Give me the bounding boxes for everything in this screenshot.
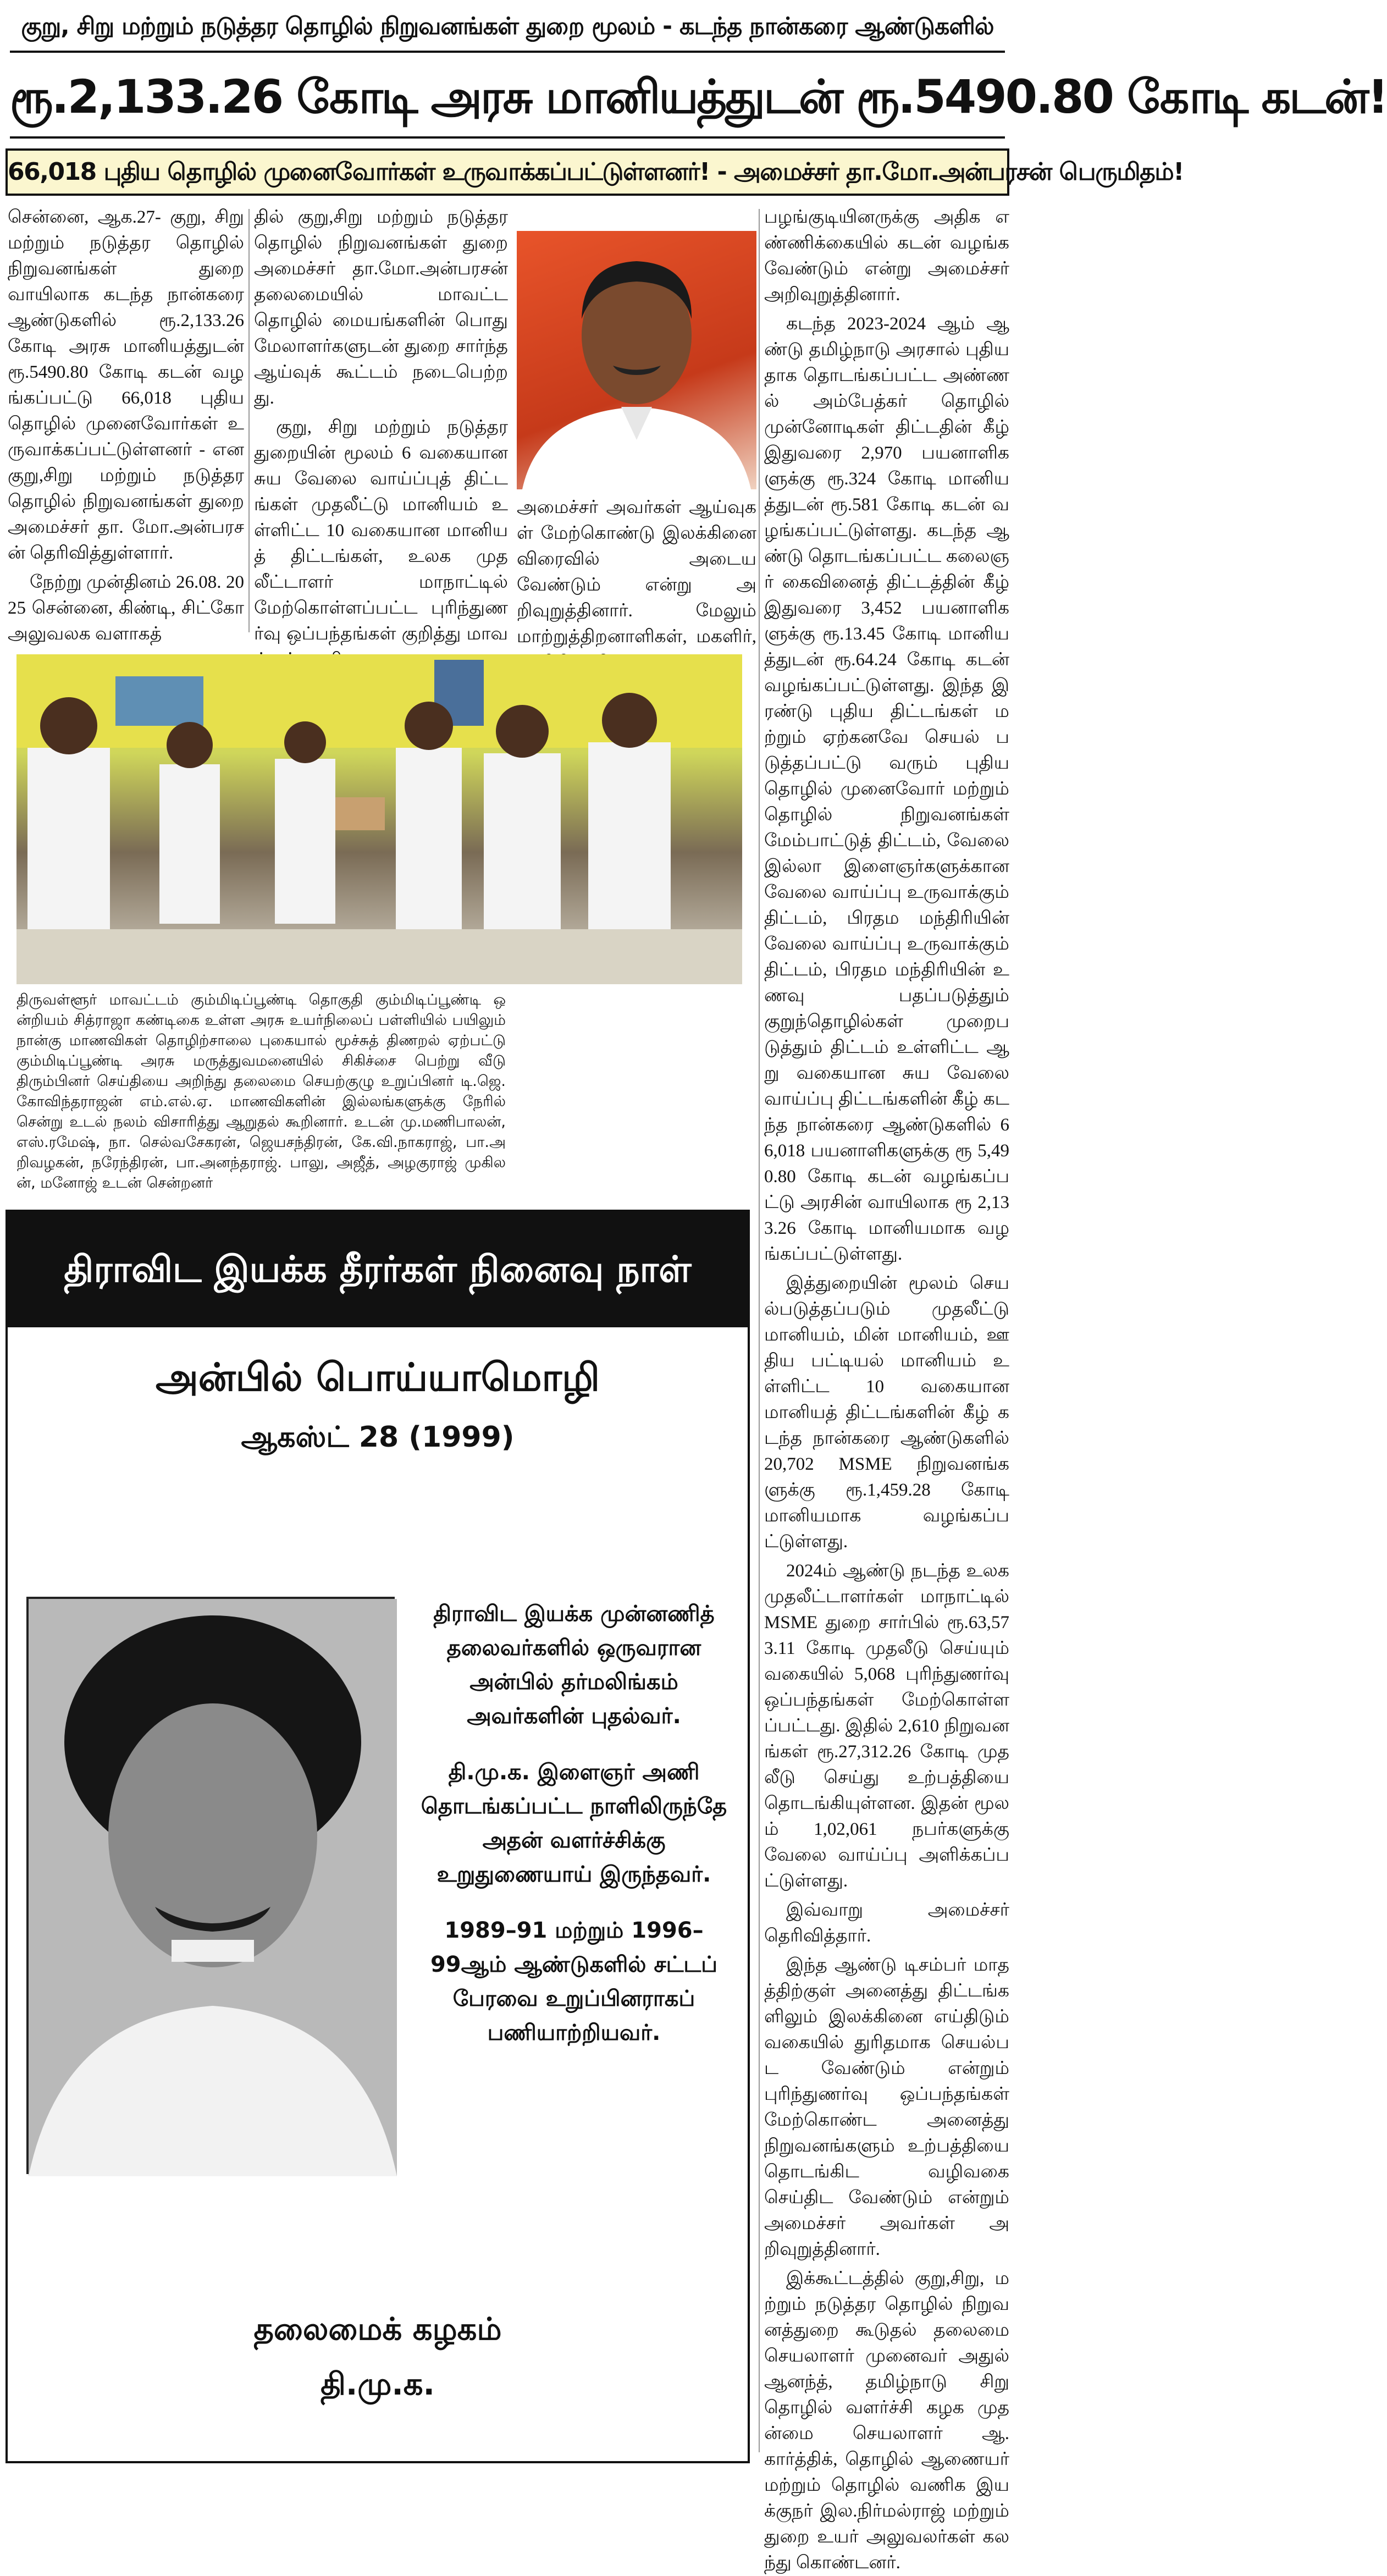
- article-paragraph: இவ்வாறு அமைச்சர் தெரிவித்தார்.: [764, 1900, 1009, 1946]
- headline: ரூ.2,133.26 கோடி அரசு மானியத்துடன் ரூ.5490.80 கோடி கடன்!: [10, 51, 1005, 139]
- minister-portrait-photo: [517, 231, 756, 489]
- article-paragraph: நேற்று முன்தினம் 26.08. 2025 சென்னை, கிண்டி, சிட்கோ அலுவலக வளாகத்: [8, 572, 244, 644]
- memorial-portrait-photo: [26, 1597, 395, 2174]
- photo-caption: திருவள்ளூர் மாவட்டம் கும்மிடிப்பூண்டி தொகுதி கும்மிடிப்பூண்டி ஒன்றியம் சித்ராஜா கண்டிகை உள்ள அரசு உயர்நிலைப் பள்ளியில் பயிலும் நான்கு மாணவிகள் தொழிற்சாலை புகையால் மூச்சுத் திணறல் ஏற்பட்டு கும்மிடிப்பூண்டி அரசு மருத்துவமனையில் சிகிச்சை பெற்று வீடு திரும்பினர் செய்தியை அறிந்து தலைமை செயற்குழு உறுப்பினர் டி.ஜெ.கோவிந்தராஜன் எம்.எல்.ஏ. மாணவிகளின் இல்லங்களுக்கு நேரில் சென்று உடல் நலம் விசாரித்து ஆறுதல் கூறினார். உடன் மு.மணிபாலன், எஸ்.ரமேஷ், நா. செல்வசேகரன், ஜெயசந்திரன், கே.வி.நாகராஜ், பா.அறிவழகன், நரேந்திரன், பா.அனந்தராஜ். பாலு, அஜீத், அழகுராஜ் முகிலன், மனோஜ் உடன் சென்றனர்: [16, 991, 506, 1192]
- article-paragraph: இத்துறையின் மூலம் செயல்படுத்தப்படும் முதலீட்டு மானியம், மின் மானியம், ஊதிய பட்டியல் மானியம் உள்ளிட்ட 10 வகையான மானியத் திட்டங்களின் கீழ் கடந்த நான்கரை ஆண்டுகளில் 20,702 MSME நிறுவனங்களுக்கு ரூ.1,459.28 கோடி மானியமாக வழங்கப்பட்டுள்ளது.: [764, 1273, 1009, 1552]
- memorial-paragraph: திராவிட இயக்க முன்னணித் தலைவர்களில் ஒருவரான அன்பில் தர்மலிங்கம் அவர்களின் புதல்வர்.: [433, 1601, 715, 1729]
- group-photo-illustration: [16, 654, 742, 984]
- memorial-date: ஆகஸ்ட் 28 (1999): [241, 1421, 515, 1454]
- article-column-1: [8, 205, 244, 644]
- memorial-paragraph: தி.மு.க. இளைஞர் அணி தொடங்கப்பட்ட நாளிலிருந்தே அதன் வளர்ச்சிக்கு உறுதுணையாய் இருந்தவர்.: [421, 1759, 727, 1887]
- minister-portrait-illustration: [517, 231, 756, 489]
- article-paragraph: அமைச்சர் அவர்கள் ஆய்வுகள் மேற்கொண்டு இலக்கினை விரைவில் அடைய வேண்டும் என்று அறிவுறுத்தினார். மேலும் மாற்றுத்திறனாளிகள், மகளிர்,: [517, 498, 756, 647]
- kicker-line: குறு, சிறு மற்றும் நடுத்தர தொழில் நிறுவனங்கள் துறை மூலம் - கடந்த நான்கரை ஆண்டுகளில்: [21, 13, 994, 40]
- subhead: 66,018 புதிய தொழில் முனைவோர்கள் உருவாக்கப்பட்டுள்ளனர்! - அமைச்சர் தா.மோ.அன்பரசன் பெருமிதம்!: [5, 148, 1009, 196]
- memorial-portrait-illustration: [29, 1599, 397, 2176]
- memorial-footer-org: தலைமைக் கழகம்: [253, 2312, 502, 2347]
- article-column-3: [517, 495, 756, 647]
- article-column-4: [764, 205, 1009, 2573]
- article-paragraph: தில் குறு,சிறு மற்றும் நடுத்தர தொழில் நிறுவனங்கள் துறை அமைச்சர் தா.மோ.அன்பரசன் தலைமையில் மாவட்ட தொழில் மையங்களின் பொது மேலாளர்களுடன் துறை சார்ந்த ஆய்வுக் கூட்டம் நடைபெற்றது.: [254, 207, 508, 408]
- article-paragraph: இக்கூட்டத்தில் குறு,சிறு, மற்றும் நடுத்தர தொழில் நிறுவனத்துறை கூடுதல் தலைமை செயலாளர் முனைவர் அதுல் ஆனந்த், தமிழ்நாடு சிறு தொழில் வளர்ச்சி கழக முதன்மை செயலாளர் ஆ.கார்த்திக், தொழில் ஆணையர் மற்றும் தொழில் வணிக இயக்குநர் இல.நிர்மல்ராஜ் மற்றும் துறை உயர் அலுவலர்கள் கலந்து கொண்டனர்.: [764, 2269, 1009, 2573]
- article-column-2: [254, 205, 508, 644]
- memorial-paragraph: 1989–91 மற்றும் 1996–99ஆம் ஆண்டுகளில் சட்டப் பேரவை உறுப்பினராகப் பணியாற்றியவர்.: [430, 1918, 718, 2045]
- group-visit-photo: [16, 654, 742, 984]
- article-paragraph: பழங்குடியினருக்கு அதிக எண்ணிக்கையில் கடன் வழங்க வேண்டும் என்று அமைச்சர் அறிவுறுத்தினார்.: [764, 207, 1009, 305]
- article-paragraph: குறு, சிறு மற்றும் நடுத்தர துறையின் மூலம் 6 வகையான சுய வேலை வாய்ப்புத் திட்டங்கள் முதலீட்டு மானியம் உள்ளிட்ட 10 வகையான மானியத் திட்டங்கள், உலக முதலீட்டாளர் மாநாட்டில் மேற்கொள்ளப்பட்ட புரிந்துணர்வு ஒப்பந்தங்கள் குறித்து மாவ: [254, 417, 508, 644]
- memorial-text: [415, 1597, 733, 2284]
- memorial-name: அன்பில் பொய்யாமொழி: [155, 1355, 600, 1400]
- article-paragraph: இந்த ஆண்டு டிசம்பர் மாதத்திற்குள் அனைத்து திட்டங்களிலும் இலக்கினை எய்திடும் வகையில் துரிதமாக செயல்பட வேண்டும் என்றும் புரிந்துணர்வு ஒப்பந்தங்கள் மேற்கொண்ட அனைத்து நிறுவனங்களும் உற்பத்தியை தொடங்கிட வழிவகை செய்திட வேண்டும் என்றும் அமைச்சர் அவர்கள் அறிவுறுத்தினார்.: [764, 1955, 1009, 2259]
- memorial-footer-party: தி.மு.க.: [320, 2367, 435, 2402]
- article-paragraph: சென்னை, ஆக.27- குறு, சிறு மற்றும் நடுத்தர தொழில் நிறுவனங்கள் துறை வாயிலாக கடந்த நான்கரை ஆண்டுகளில் ரூ.2,133.26 கோடி அரசு மானியத்துடன் ரூ.5490.80 கோடி கடன் வழங்கப்பட்டு 66,018 புதிய தொழில் முனைவோர்கள் உருவாக்கப்பட்டுள்ளனர் - என குறு,சிறு மற்றும் நடுத்தர தொழில் நிறுவனங்கள் துறை அமைச்சர் தா. மோ.அன்பரசன் தெரிவித்துள்ளார்.: [8, 207, 244, 563]
- article-paragraph: கடந்த 2023-2024 ஆம் ஆண்டு தமிழ்நாடு அரசால் புதியதாக தொடங்கப்பட்ட அண்ணல் அம்பேத்கர் தொழில் முன்னோடிகள் திட்டதின் கீழ் இதுவரை 2,970 பயனாளிகளுக்கு ரூ.324 கோடி மானியத்துடன் ரூ.581 கோடி கடன் வழங்கப்பட்டுள்ளது. கடந்த ஆண்டு தொடங்கப்பட்ட கலைஞர் கைவினைத் திட்டத்தின் கீழ் இதுவரை 3,452 பயனாளிகளுக்கு ரூ.13.45 கோடி மானியத்துடன் ரூ.64.24 கோடி கடன் வழங்கப்பட்டுள்ளது. இந்த இரண்டு புதிய திட்டங்கள் மற்றும் ஏற்கனவே செயல் படுத்தப்பட்டு வரும் புதிய தொழில் முனைவோர் மற்றும் தொழில் நிறுவனங்கள் மேம்பாட்டுத் திட்டம், வேலை இல்லா இளைஞர்களுக்கான வேலை வாய்ப்பு உருவாக்கும் திட்டம், பிரதம மந்திரியின் வேலை வாய்ப்பு உருவாக்கும் திட்டம், பிரதம மந்திரியின் உணவு பதப்படுத்தும் குறுந்தொழில்கள் முறைபடுத்தும் திட்டம் உள்ளிட்ட ஆறு வகையான சுய வேலை வாய்ப்பு திட்டங்களின் கீழ் கடந்த நான்கரை ஆண்டுகளில் 66,018 பயனாளிகளுக்கு ரூ 5,490.80 கோடி கடன் வழங்கப்பட்டு அரசின் வாயிலாக ரூ 2,133.26 கோடி மானியமாக வழங்கப்பட்டுள்ளது.: [764, 314, 1009, 1264]
- memorial-header: திராவிட இயக்க தீரர்கள் நினைவு நாள்: [8, 1212, 748, 1327]
- article-paragraph: 2024ம் ஆண்டு நடந்த உலக முதலீட்டாளர்கள் மாநாட்டில் MSME துறை சார்பில் ரூ.63,573.11 கோடி முதலீடு செய்யும் வகையில் 5,068 புரிந்துணர்வு ஒப்பந்தங்கள் மேற்கொள்ளப்பட்டது. இதில் 2,610 நிறுவனங்கள் ரூ.27,312.26 கோடி முதலீடு செய்து உற்பத்தியை தொடங்கியுள்ளன. இதன் மூலம் 1,02,061 நபர்களுக்கு வேலை வாய்ப்பு அளிக்கப்பட்டுள்ளது.: [764, 1561, 1009, 1891]
- memorial-notice: [5, 1210, 750, 2463]
